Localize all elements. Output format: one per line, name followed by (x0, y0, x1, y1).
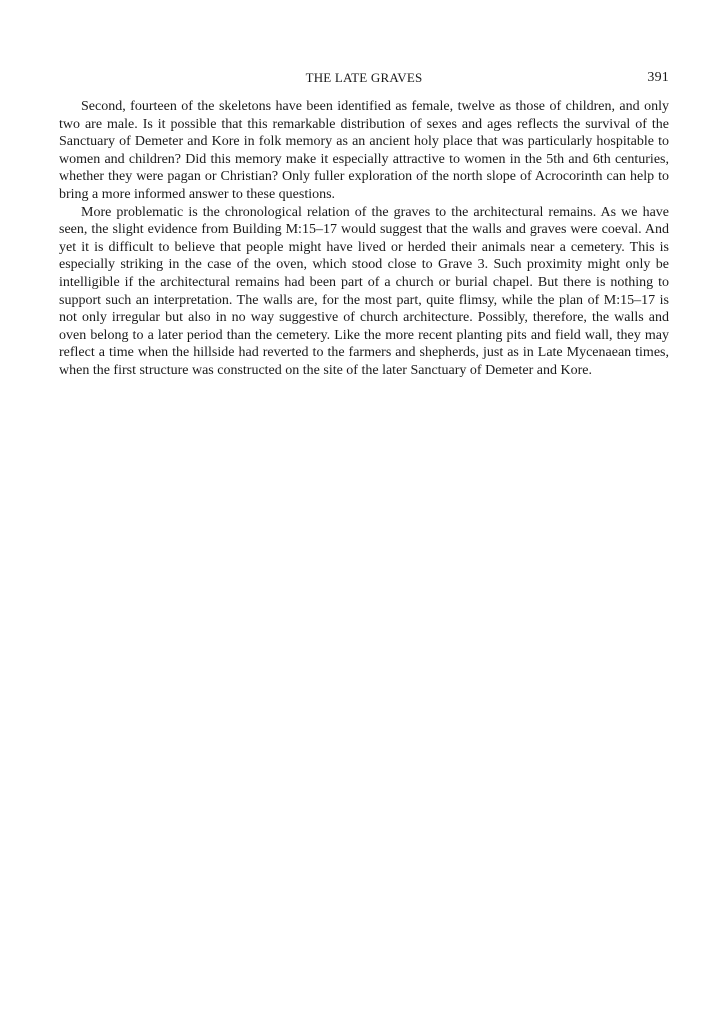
running-title: THE LATE GRAVES (305, 70, 423, 85)
page-number: 391 (647, 70, 669, 85)
running-head (59, 66, 669, 88)
paragraph-2: More problematic is the chronological relation of the graves to the architectural remains. As we have seen, the slight evidence from Building M:15–17 would suggest that the walls and graves were coeval. And yet it is difficult to believe that people might have lived or herded their animals near a cemetery. This is especially striking in the case of the oven, which stood close to Grave 3. Such proximity might only be intelligible if the architectural remains had been part of a church or burial chapel. But there is nothing to support such an interpretation. The walls are, for the most part, quite flimsy, while the plan of M:15–17 is not only irregular but also in no way suggestive of church architecture. Possibly, therefore, the walls and oven belong to a later period than the cemetery. Like the more recent planting pits and field wall, they may reflect a time when the hillside had reverted to the farmers and shepherds, just as in Late Mycenaean times, when the first structure was constructed on the site of the later Sanctuary of Demeter and Kore. (59, 204, 669, 378)
paragraph-1: Second, fourteen of the skeletons have been identified as female, twelve as those of children, and only two are male. Is it possible that this remarkable distribution of sexes and ages reflects the survival of the Sanctuary of Demeter and Kore in folk memory as an ancient holy place that was particularly hospitable to women and children? Did this memory make it especially attractive to women in the 5th and 6th centuries, whether they were pagan or Christian? Only fuller exploration of the north slope of Acrocorinth can help to bring a more informed answer to these questions. (59, 99, 669, 202)
book-page (59, 66, 669, 380)
body-text (59, 98, 669, 380)
